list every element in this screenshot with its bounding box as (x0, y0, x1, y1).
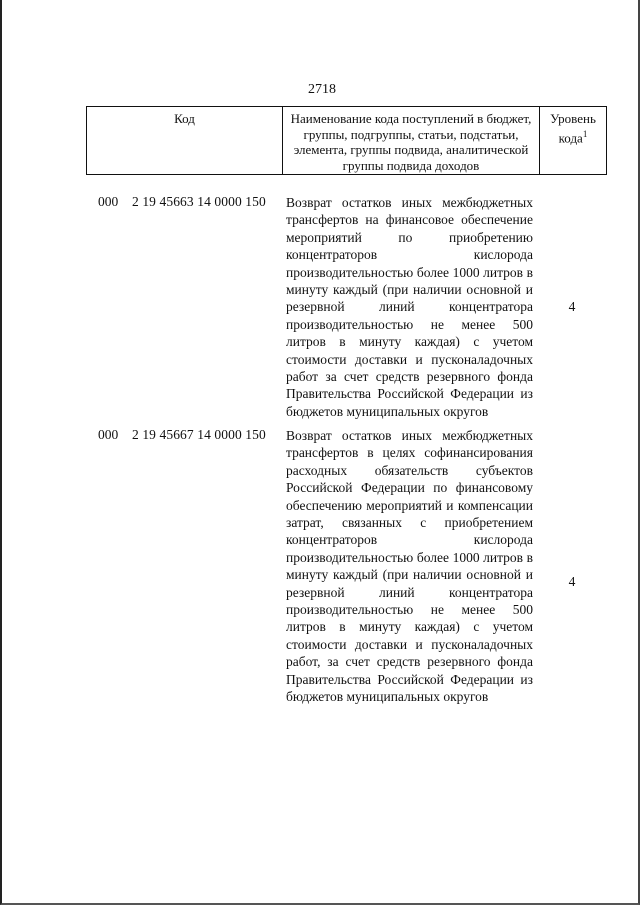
admin-code: 000 (98, 194, 119, 209)
table-header (86, 106, 607, 175)
header-level (539, 107, 606, 174)
header-code: Код (174, 111, 195, 126)
header-level-label: Уровень кода (550, 111, 596, 145)
revenue-code: 2 19 45667 14 0000 150 (132, 427, 266, 442)
code-level: 4 (568, 299, 576, 314)
admin-code: 000 (98, 427, 119, 442)
revenue-name: Возврат остатков иных межбюджетных трансфертов в целях софинансирования расходных обязательств субъектов Российской Федерации по финансовому обеспечению мероприятий и компенсации затрат, связанных с приобретением концентраторов кислорода производительностью более 1000 литров в минуту каждый (при наличии основной и резервной линий концентратора производительностью не менее 500 литров в минуту каждая) с учетом стоимости доставки и пусконаладочных работ, за счет средств резервного фонда Правительства Российской Федерации из бюджетов муниципальных округов (286, 428, 533, 705)
footnote-marker: 1 (582, 128, 588, 139)
header-name: Наименование кода поступлений в бюджет, группы, подгруппы, статьи, подстатьи, элемента, группы подвида, аналитической группы подвида доходов (282, 107, 539, 174)
code-level: 4 (568, 574, 576, 589)
revenue-name: Возврат остатков иных межбюджетных трансфертов на финансовое обеспечение мероприятий по приобретению концентраторов кислорода производительностью более 1000 литров в минуту каждый (при наличии основной и резервной линий концентратора производительностью не менее 500 литров в минуту каждая) с учетом стоимости доставки и пусконаладочных работ за счет средств резервного фонда Правительства Российской Федерации из бюджетов муниципальных округов (286, 195, 533, 419)
page-number: 2718 (308, 82, 336, 97)
revenue-code: 2 19 45663 14 0000 150 (132, 194, 266, 209)
